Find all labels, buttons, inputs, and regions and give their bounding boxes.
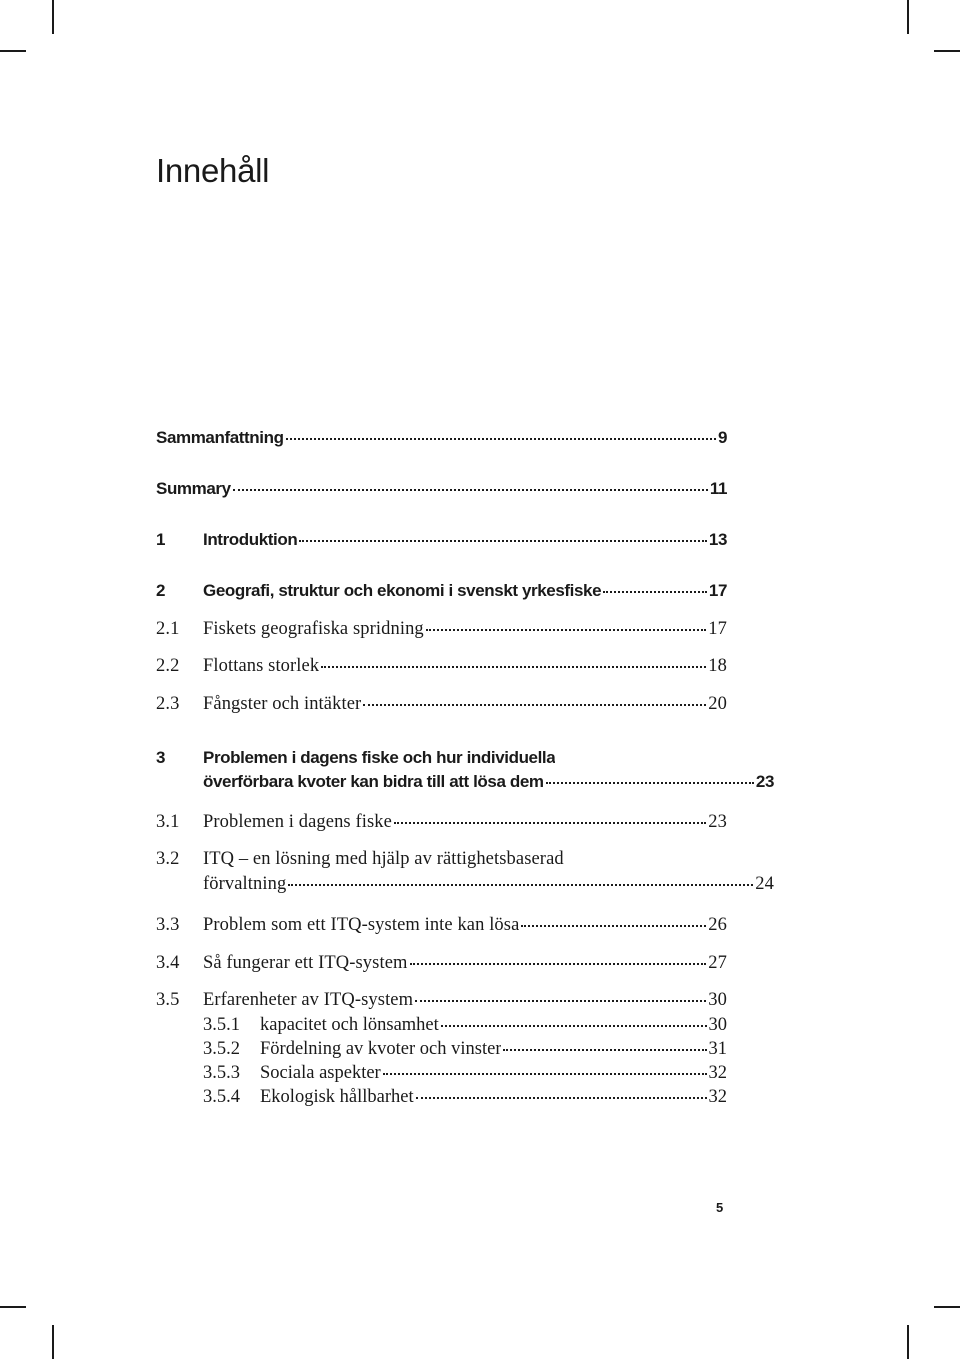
toc-entry-number: 2.3: [156, 694, 180, 714]
toc-entry-number: 3.5.1: [203, 1015, 240, 1035]
toc-entry-page: 17: [708, 581, 727, 600]
toc-entry-number: 3.3: [156, 915, 180, 935]
toc-entry-number: 2: [156, 581, 166, 600]
crop-mark-top-left-horizontal: [0, 50, 26, 52]
toc-entry-page: 17: [708, 619, 727, 639]
toc-entry-page: 11: [709, 479, 727, 498]
toc-entry-number: 3.5: [156, 990, 180, 1010]
toc-entry-label: Geografi, struktur och ekonomi i svenskt yrkesfiske: [203, 581, 602, 600]
toc-entry-label: Fördelning av kvoter och vinster: [260, 1039, 502, 1059]
toc-entry-section-3-3[interactable]: [156, 915, 727, 936]
toc-leader-dots: [546, 782, 754, 784]
toc-entry-page: 31: [708, 1039, 727, 1059]
toc-leader-dots: [415, 1000, 706, 1002]
toc-entry-page: 24: [755, 874, 774, 894]
toc-entry-page: 30: [708, 1015, 727, 1035]
crop-mark-bottom-right-horizontal: [934, 1306, 960, 1308]
toc-entry-page: 26: [708, 915, 727, 935]
toc-leader-dots: [603, 591, 707, 593]
toc-entry-label-line-1: ITQ – en lösning med hjälp av rättighetsbaserad: [203, 849, 564, 869]
toc-entry-page: 18: [708, 656, 727, 676]
toc-leader-dots: [233, 489, 708, 491]
toc-entry-label: Ekologisk hållbarhet: [260, 1087, 414, 1107]
toc-entry-section-3-1[interactable]: [156, 812, 727, 833]
toc-entry-label: Introduktion: [203, 530, 298, 549]
toc-entry-number: 2.1: [156, 619, 180, 639]
toc-entry-section-2-3[interactable]: [156, 694, 727, 715]
toc-leader-dots: [299, 540, 707, 542]
toc-entry-subsection-3-5-1[interactable]: [156, 1015, 727, 1036]
toc-entry-label: Problem som ett ITQ-system inte kan lösa: [203, 915, 520, 935]
toc-leader-dots: [503, 1049, 706, 1051]
toc-entry-number: 3.5.3: [203, 1063, 240, 1083]
toc-entry-section-2-2[interactable]: [156, 656, 727, 677]
toc-entry-label-line-2: överförbara kvoter kan bidra till att lösa dem: [203, 772, 544, 791]
toc-entry-label: Fiskets geografiska spridning: [203, 619, 424, 639]
toc-entry-number: 3.1: [156, 812, 180, 832]
toc-entry-sammanfattning[interactable]: [156, 428, 727, 448]
toc-leader-dots: [410, 963, 707, 965]
toc-entry-number: 3: [156, 748, 166, 767]
crop-mark-top-right-vertical: [907, 0, 909, 34]
toc-entry-number: 3.2: [156, 849, 180, 869]
toc-leader-dots: [416, 1097, 707, 1099]
toc-leader-dots: [286, 438, 716, 440]
crop-mark-bottom-right-vertical: [907, 1325, 909, 1359]
toc-leader-dots: [321, 666, 706, 668]
toc-entry-label: Flottans storlek: [203, 656, 320, 676]
crop-mark-top-left-vertical: [52, 0, 54, 34]
toc-entry-chapter-1[interactable]: [156, 530, 727, 550]
toc-entry-label: kapacitet och lönsamhet: [260, 1015, 439, 1035]
toc-entry-page: 32: [708, 1087, 727, 1107]
toc-entry-chapter-3[interactable]: [156, 748, 774, 791]
toc-entry-subsection-3-5-4[interactable]: [156, 1087, 727, 1108]
toc-entry-label: Erfarenheter av ITQ-system: [203, 990, 414, 1010]
toc-entry-chapter-2[interactable]: [156, 581, 727, 601]
page-title: Innehåll: [156, 152, 270, 189]
toc-entry-page: 23: [755, 772, 774, 791]
page-number: 5: [716, 1200, 724, 1215]
toc-entry-label: Så fungerar ett ITQ-system: [203, 953, 408, 973]
toc-entry-label: Sociala aspekter: [260, 1063, 381, 1083]
toc-entry-section-2-1[interactable]: [156, 619, 727, 640]
toc-entry-label: Problemen i dagens fiske: [203, 812, 392, 832]
toc-entry-section-3-5[interactable]: [156, 990, 727, 1011]
toc-entry-number: 3.5.2: [203, 1039, 240, 1059]
toc-entry-number: 3.4: [156, 953, 180, 973]
toc-entry-page: 32: [708, 1063, 727, 1083]
toc-leader-dots: [426, 629, 707, 631]
toc-leader-dots: [441, 1025, 707, 1027]
toc-entry-number: 1: [156, 530, 166, 549]
toc-entry-number: 3.5.4: [203, 1087, 240, 1107]
toc-entry-number: 2.2: [156, 656, 180, 676]
toc-entry-page: 20: [708, 694, 727, 714]
toc-entry-section-3-4[interactable]: [156, 953, 727, 974]
toc-entry-page: 13: [708, 530, 727, 549]
toc-leader-dots: [383, 1073, 707, 1075]
toc-entry-page: 9: [717, 428, 727, 447]
toc-leader-dots: [394, 822, 706, 824]
toc-entry-subsection-3-5-3[interactable]: [156, 1063, 727, 1084]
toc-entry-label: Sammanfattning: [156, 428, 284, 447]
crop-mark-top-right-horizontal: [934, 50, 960, 52]
crop-mark-bottom-left-vertical: [52, 1325, 54, 1359]
toc-entry-section-3-2[interactable]: [156, 849, 774, 894]
toc-leader-dots: [288, 884, 753, 886]
toc-entry-label: Summary: [156, 479, 231, 498]
toc-entry-label-line-2: förvaltning: [203, 874, 287, 894]
toc-leader-dots: [363, 704, 706, 706]
toc-entry-page: 23: [708, 812, 727, 832]
toc-entry-subsection-3-5-2[interactable]: [156, 1039, 727, 1060]
toc-leader-dots: [521, 925, 706, 927]
toc-entry-page: 27: [708, 953, 727, 973]
toc-entry-label: Fångster och intäkter: [203, 694, 362, 714]
toc-entry-summary[interactable]: [156, 479, 727, 499]
toc-entry-label-line-1: Problemen i dagens fiske och hur individuella: [203, 748, 556, 767]
toc-entry-page: 30: [708, 990, 727, 1010]
crop-mark-bottom-left-horizontal: [0, 1306, 26, 1308]
